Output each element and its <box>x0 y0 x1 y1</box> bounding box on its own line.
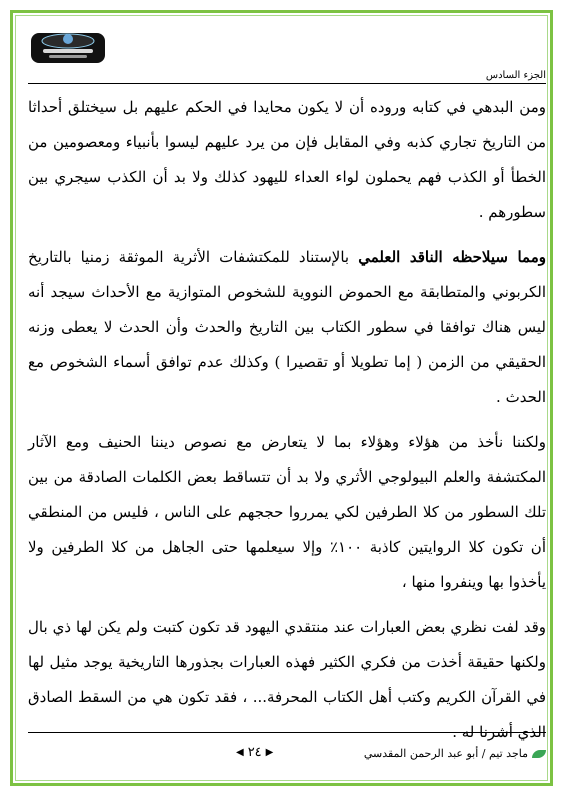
paragraph-2-text: بالإستناد للمكتشفات الأثرية الموثقة زمنيا بالتاريخ الكربوني والمتطابقة مع الحموض النووية للشخوص المتوازية مع الأحداث سيجد أنه ليس هناك توافقا في سطور الكتاب بين التاريخ والحدث وأن الحدث لا يعطى وزنه الحقيقي من الزمن ( إما تطويلا أو تقصيرا ) وكذلك عدم توافق أسماء الشخوص مع الحدث . <box>28 248 546 406</box>
footer-author <box>364 747 546 760</box>
arrow-left-icon: ◀ <box>236 747 244 758</box>
paragraph-1: ومن البدهي في كتابه وروده أن لا يكون محايدا في الحكم عليهم بل سيختلق أحداثا من التاريخ تجاري كذبه وفي المقابل فإن من يرد عليهم ليسوا بأنبياء ومعصومين من الخطأ أو الكذب فهم يحملون لواء العداء لليهود كذلك ولا بد أن الكذب سيجري بين سطورهم . <box>28 98 546 221</box>
header-divider <box>28 83 546 84</box>
site-logo <box>28 26 108 68</box>
leaf-icon <box>532 750 546 758</box>
page-number <box>236 745 273 760</box>
part-label: الجزء السادس <box>485 70 546 81</box>
arrow-right-icon: ▶ <box>265 747 274 758</box>
paragraph-2-lead: ومما سيلاحظه الناقد العلمي <box>358 248 547 266</box>
paragraph-4: وقد لفت نظري بعض العبارات عند منتقدي اليهود قد تكون كتبت ولم يكن لها ذي بال ولكنها حقيقة أخذت من فكري الكثير فهذه العبارات بجذورها التاريخية يوجد مثيل لها في القرآن الكريم وكتب أهل الكتاب المحرفة... ، فقد تكون هي من السقط الصادق الذي أشرنا له . <box>28 618 546 741</box>
paragraph-3: ولكننا نأخذ من هؤلاء وهؤلاء بما لا يتعارض مع نصوص ديننا الحنيف ومع الآثار المكتشفة والعلم البيولوجي الأثري ولا بد أن تتساقط بعض الكلمات الصادقة من بين تلك السطور من كلا الطرفين لكي يمرروا حججهم على الناس ، فليس من المنطقي أن تكون كلا الروايتين كاذبة ١٠٠٪ وإلا سيعلمها حتى الجاهل من كلا الطرفين ولا يأخذوا بها وينفروا منها ، <box>28 433 546 591</box>
page-body <box>28 90 546 760</box>
author-name: ماجد تيم / أبو عبد الرحمن المقدسي <box>363 747 528 760</box>
paragraph-2 <box>28 240 546 415</box>
footer-divider <box>28 732 546 733</box>
page-number-text: ٢٤ <box>247 745 262 760</box>
